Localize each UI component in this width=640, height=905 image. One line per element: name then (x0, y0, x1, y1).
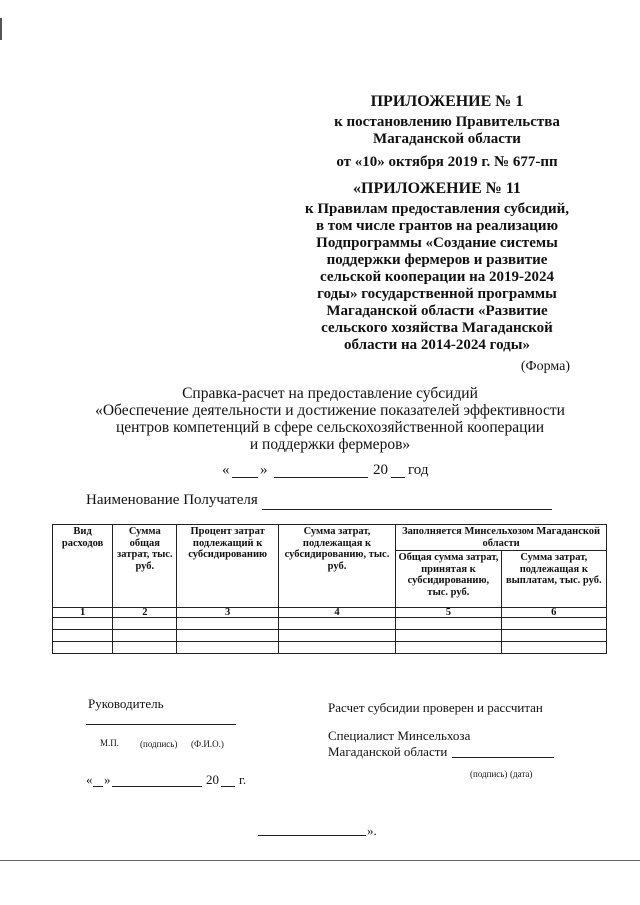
date-close-quote: » (104, 772, 111, 787)
page-edge-mark (0, 860, 640, 861)
column-number: 1 (53, 608, 113, 618)
year-suffix: год (408, 462, 429, 478)
year-prefix: 20 (206, 772, 219, 787)
form-label: (Форма) (520, 359, 570, 374)
column-number: 6 (501, 608, 606, 618)
head-label: Руководитель (88, 696, 164, 711)
signature-hint: (подпись) (470, 769, 508, 779)
rules-line: области на 2014-2024 годы» (344, 337, 530, 353)
header-accepted-costs: Общая сумма затрат, принятая к субсидированию, тыс. руб. (396, 551, 501, 608)
table-cell[interactable] (278, 630, 395, 642)
date-hint: (дата) (510, 769, 533, 779)
header-subsidy-percent: Процент затрат подлежащий к субсидированию (177, 525, 278, 608)
name-hint: (Ф.И.О.) (191, 739, 224, 749)
rules-line: поддержки фермеров и развитие (326, 252, 548, 268)
header-total-costs: Сумма общая затрат, тыс. руб. (113, 525, 177, 608)
document-title-line: Справка-расчет на предоставление субсидий (182, 385, 478, 402)
appendix-line: Магаданской области (373, 131, 521, 147)
table-row (53, 618, 607, 630)
rules-line: сельского хозяйства Магаданской (321, 320, 553, 336)
closing-line (258, 835, 366, 836)
document-title (60, 385, 600, 453)
table-cell[interactable] (501, 630, 606, 642)
header-expense-type: Вид расходов (53, 525, 113, 608)
page-edge-mark (0, 18, 2, 40)
appendix-line: от «10» октября 2019 г. № 677-пп (336, 154, 558, 170)
year-suffix: г. (239, 772, 247, 787)
table-cell[interactable] (53, 630, 113, 642)
left-date-line (86, 772, 266, 788)
date-open-quote: « (222, 462, 230, 478)
rules-line: Магаданской области «Развитие (326, 303, 548, 319)
month-blank[interactable] (274, 477, 368, 478)
appendix-line: к постановлению Правительства (334, 114, 560, 130)
closing-mark: ». (367, 823, 377, 838)
recipient-name-blank[interactable] (262, 509, 552, 510)
rules-line: сельской кооперации на 2019-2024 (320, 269, 554, 285)
rules-appendix-title: «ПРИЛОЖЕНИЕ № 11 (353, 180, 521, 197)
table-row (53, 642, 607, 654)
stamp-place: М.П. (100, 738, 120, 748)
table-cell[interactable] (278, 618, 395, 630)
table-cell[interactable] (396, 618, 501, 630)
year-blank[interactable] (221, 786, 235, 787)
document-title-line: и поддержки фермеров» (249, 436, 411, 453)
table-cell[interactable] (53, 642, 113, 654)
head-signature-line[interactable] (86, 724, 236, 725)
header-ministry-group: Заполняется Минсельхозом Магаданской области (396, 525, 607, 551)
table-cell[interactable] (113, 642, 177, 654)
table-cell[interactable] (177, 630, 278, 642)
day-blank[interactable] (232, 477, 258, 478)
table-cell[interactable] (501, 618, 606, 630)
column-number: 4 (278, 608, 395, 618)
day-blank[interactable] (93, 786, 103, 787)
rules-line: в том числе грантов на реализацию (315, 218, 559, 234)
table-cell[interactable] (177, 642, 278, 654)
table-cell[interactable] (396, 642, 501, 654)
table-cell[interactable] (177, 618, 278, 630)
rules-line: Подпрограммы «Создание системы (316, 235, 558, 251)
table-cell[interactable] (113, 630, 177, 642)
header-subsidized-costs: Сумма затрат, подлежащая к субсидированию, тыс. руб. (278, 525, 395, 608)
column-number: 5 (396, 608, 501, 618)
appendix-block (322, 93, 572, 171)
month-blank[interactable] (112, 786, 202, 787)
specialist-line: Специалист Минсельхоза (328, 728, 471, 743)
header-payout-costs: Сумма затрат, подлежащая к выплатам, тыс. руб. (501, 551, 606, 608)
table-cell[interactable] (278, 642, 395, 654)
table-row (53, 630, 607, 642)
table-cell[interactable] (53, 618, 113, 630)
document-title-line: центров компетенций в сфере сельскохозяйственной кооперации (115, 419, 545, 436)
document-title-line: «Обеспечение деятельности и достижение показателей эффективности (95, 402, 565, 419)
rules-line: годы» государственной программы (317, 286, 557, 302)
checked-label: Расчет субсидии проверен и рассчитан (328, 700, 543, 715)
rules-line: к Правилам предоставления субсидий, (304, 201, 570, 217)
year-prefix: 20 (373, 462, 388, 478)
table-cell[interactable] (113, 618, 177, 630)
signature-hint: (подпись) (140, 739, 178, 749)
date-close-quote: » (260, 462, 268, 478)
recipient-label: Наименование Получателя (86, 492, 258, 508)
specialist-signature-line[interactable] (452, 757, 554, 758)
date-open-quote: « (86, 772, 93, 787)
column-number: 3 (177, 608, 278, 618)
specialist-line: Магаданской области (328, 744, 448, 759)
column-number: 2 (113, 608, 177, 618)
date-line (222, 462, 462, 479)
year-blank[interactable] (391, 477, 405, 478)
table-cell[interactable] (501, 642, 606, 654)
calculation-table (52, 524, 607, 654)
appendix-title: ПРИЛОЖЕНИЕ № 1 (370, 93, 524, 110)
rules-appendix-block (302, 180, 572, 354)
table-cell[interactable] (396, 630, 501, 642)
